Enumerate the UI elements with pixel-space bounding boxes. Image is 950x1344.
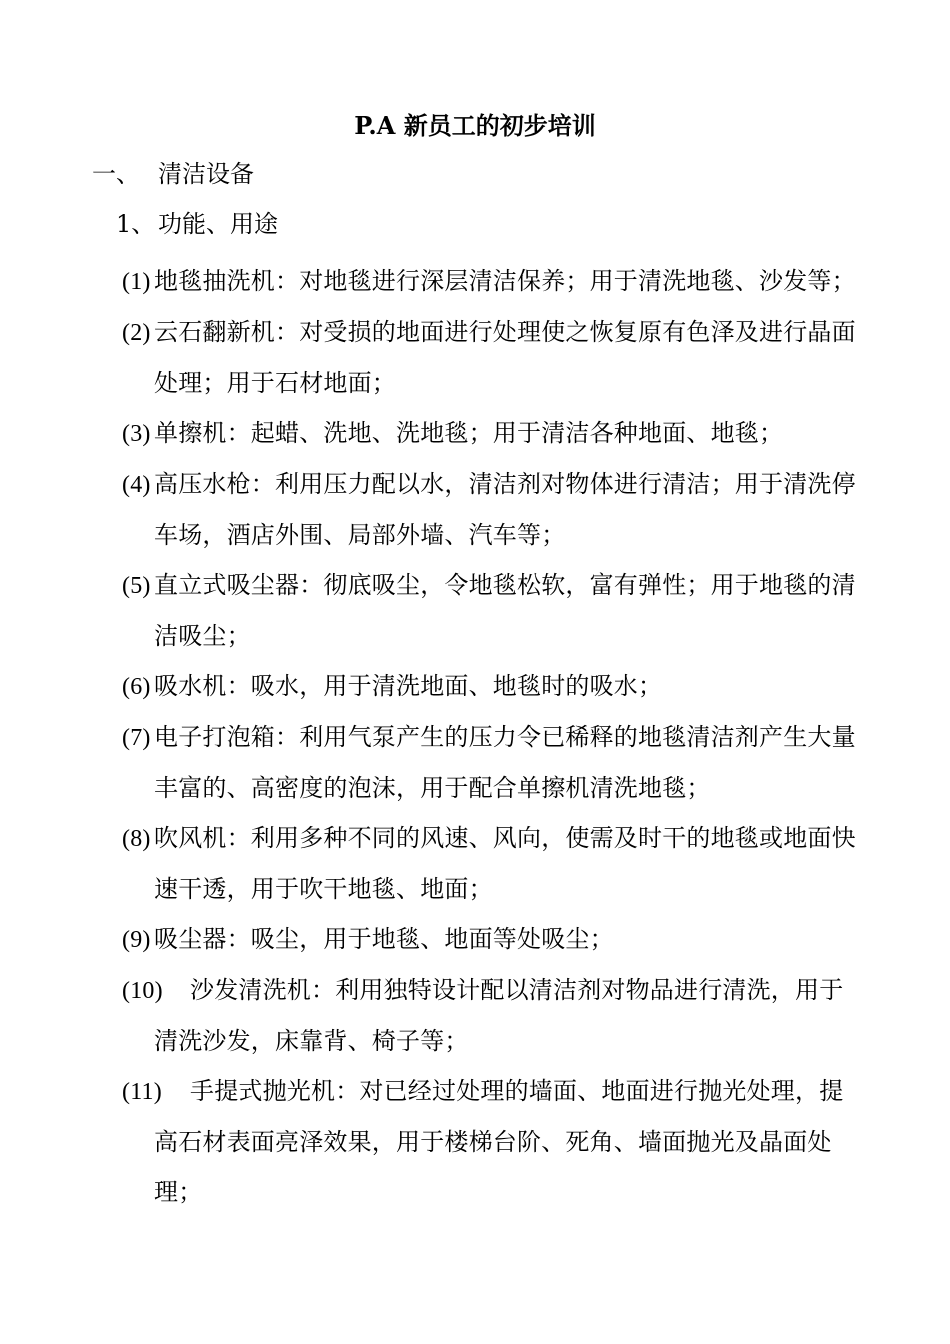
list-item xyxy=(122,1066,862,1217)
item-number: (10) xyxy=(122,978,163,1004)
list-item xyxy=(122,661,862,712)
item-text: 手提式抛光机：对已经过处理的墙面、地面进行抛光处理，提高石材表面亮泽效果，用于楼梯台阶、死角、墙面抛光及晶面处理； xyxy=(154,1077,844,1206)
item-text: 吸水机：吸水，用于清洗地面、地毯时的吸水； xyxy=(154,672,663,700)
item-number: (11) xyxy=(122,1079,162,1105)
item-number: (8) xyxy=(122,826,151,852)
list-item xyxy=(122,459,862,560)
subsection-title: 功能、用途 xyxy=(158,210,278,238)
list-item xyxy=(122,256,862,307)
item-number: (9) xyxy=(122,927,151,953)
list-item xyxy=(122,965,862,1066)
item-text: 高压水枪：利用压力配以水，清洁剂对物体进行清洁；用于清洗停车场，酒店外围、局部外墙、汽车等； xyxy=(154,470,856,549)
item-number: (5) xyxy=(122,573,151,599)
section-heading xyxy=(92,156,254,192)
section-title: 清洁设备 xyxy=(158,160,254,188)
list-item xyxy=(122,560,862,661)
item-number: (4) xyxy=(122,472,151,498)
item-number: (2) xyxy=(122,320,151,346)
item-number: (6) xyxy=(122,674,151,700)
item-number: (1) xyxy=(122,269,151,295)
section-number: 一、 xyxy=(92,160,140,188)
item-text: 吸尘器：吸尘，用于地毯、地面等处吸尘； xyxy=(154,925,614,953)
item-text: 吹风机：利用多种不同的风速、风向，使需及时干的地毯或地面快速干透，用于吹干地毯、地面； xyxy=(154,824,856,903)
list-item xyxy=(122,408,862,459)
item-text: 云石翻新机：对受损的地面进行处理使之恢复原有色泽及进行晶面处理；用于石材地面； xyxy=(154,318,856,397)
document-title: P.A 新员工的初步培训 xyxy=(354,111,596,140)
item-text: 地毯抽洗机：对地毯进行深层清洁保养；用于清洗地毯、沙发等； xyxy=(154,267,856,295)
item-text: 直立式吸尘器：彻底吸尘，令地毯松软，富有弹性；用于地毯的清洁吸尘； xyxy=(154,571,856,650)
list-item xyxy=(122,307,862,408)
equipment-list xyxy=(122,256,862,1217)
item-text: 沙发清洗机：利用独特设计配以清洁剂对物品进行清洗，用于清洗沙发，床靠背、椅子等； xyxy=(154,976,844,1055)
item-number: (7) xyxy=(122,725,151,751)
subsection-number: 1、 xyxy=(116,210,156,238)
item-text: 单擦机：起蜡、洗地、洗地毯；用于清洁各种地面、地毯； xyxy=(154,419,784,447)
item-number: (3) xyxy=(122,421,151,447)
list-item xyxy=(122,813,862,914)
item-text: 电子打泡箱：利用气泵产生的压力令已稀释的地毯清洁剂产生大量丰富的、高密度的泡沫，用于配合单擦机清洗地毯； xyxy=(154,723,856,802)
list-item xyxy=(122,914,862,965)
list-item xyxy=(122,712,862,813)
subsection-heading xyxy=(116,206,278,242)
